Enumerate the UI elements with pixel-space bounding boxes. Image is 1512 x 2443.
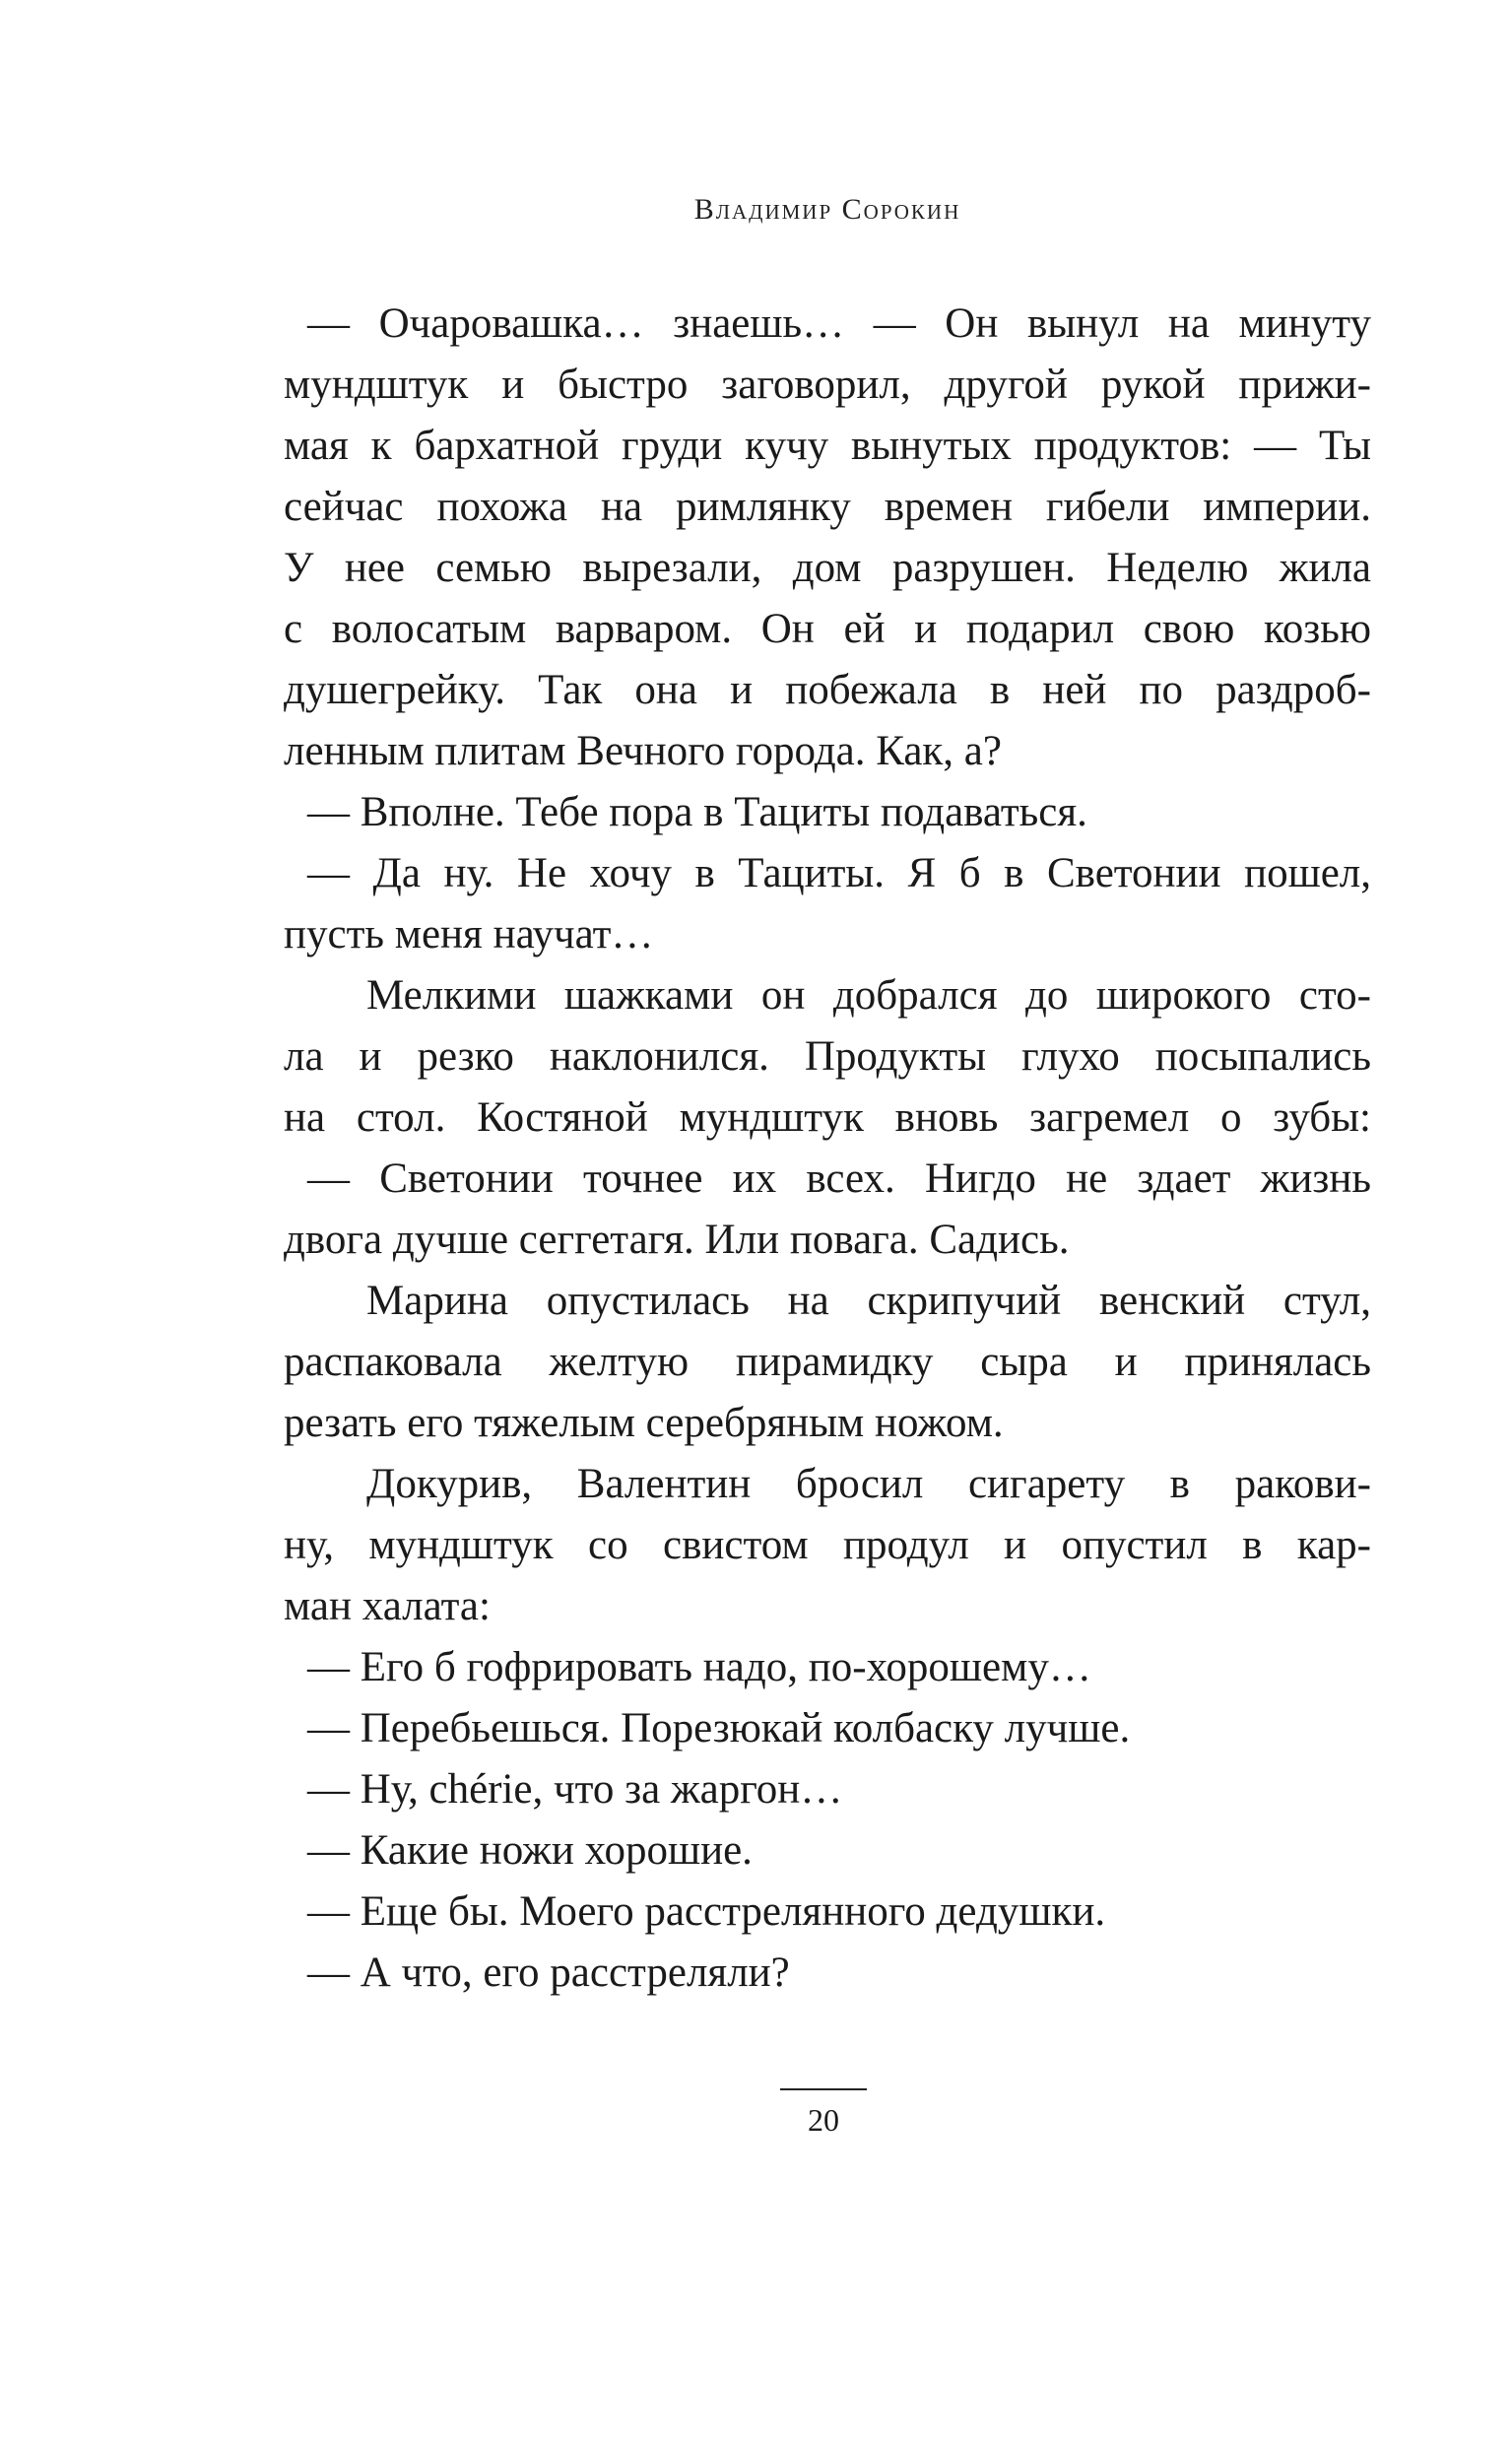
text-line: — Какие ножи хорошие. [307,1827,753,1874]
text-line: душегрейку. Так она и побежала в ней по раздроб- [284,667,1371,713]
page-number: 20 [808,2102,839,2138]
body-text [284,294,1371,2004]
text-line: двога дучше сеггетагя. Или повага. Садись. [284,1217,1070,1263]
text-line: — Ну, chérie, что за жаргон… [307,1766,843,1813]
text-line: — Его б гофрировать надо, по-хорошему… [307,1644,1091,1690]
footer-rule [780,2088,867,2090]
text-line: Мелкими шажками он добрался до широкого сто- [366,972,1371,1019]
text-line: — Еще бы. Моего расстрелянного дедушки. [307,1888,1106,1935]
text-line: — Вполне. Тебе пора в Тациты подаваться. [307,789,1087,835]
text-line: мая к бархатной груди кучу вынутых продуктов: — Ты [284,423,1371,469]
text-line: пусть меня научат… [284,911,654,957]
text-line: с волосатым варваром. Он ей и подарил свою козью [284,606,1371,652]
text-line: — Да ну. Не хочу в Тациты. Я б в Светонии пошел, [307,850,1371,896]
text-line: — Перебьешься. Порезюкай колбаску лучше. [307,1705,1131,1751]
text-line: сейчас похожа на римлянку времен гибели империи. [284,484,1371,530]
text-line: Марина опустилась на скрипучий венский стул, [366,1278,1371,1324]
text-line: ну, мундштук со свистом продул и опустил в кар- [284,1522,1371,1568]
text-line: — А что, его расстреляли? [307,1949,790,1996]
text-line: ман халата: [284,1583,491,1629]
text-line: ленным плитам Вечного города. Как, а? [284,728,1002,774]
text-line: мундштук и быстро заговорил, другой рукой прижи- [284,362,1371,408]
text-line: — Очаровашка… знаешь… — Он вынул на минуту [307,300,1371,347]
text-line: Докурив, Валентин бросил сигарету в ракови- [366,1461,1371,1507]
text-line: на стол. Костяной мундштук вновь загремел о зубы: [284,1094,1371,1141]
text-line: резать его тяжелым серебряным ножом. [284,1400,1004,1446]
text-line: — Светонии точнее их всех. Нигдо не здает жизнь [307,1155,1371,1202]
running-head: Владимир Сорокин [693,193,961,226]
text-line: У нее семью вырезали, дом разрушен. Неделю жила [284,545,1371,591]
text-line: ла и резко наклонился. Продукты глухо посыпались [284,1033,1371,1080]
text-line: распаковала желтую пирамидку сыра и принялась [284,1339,1371,1385]
